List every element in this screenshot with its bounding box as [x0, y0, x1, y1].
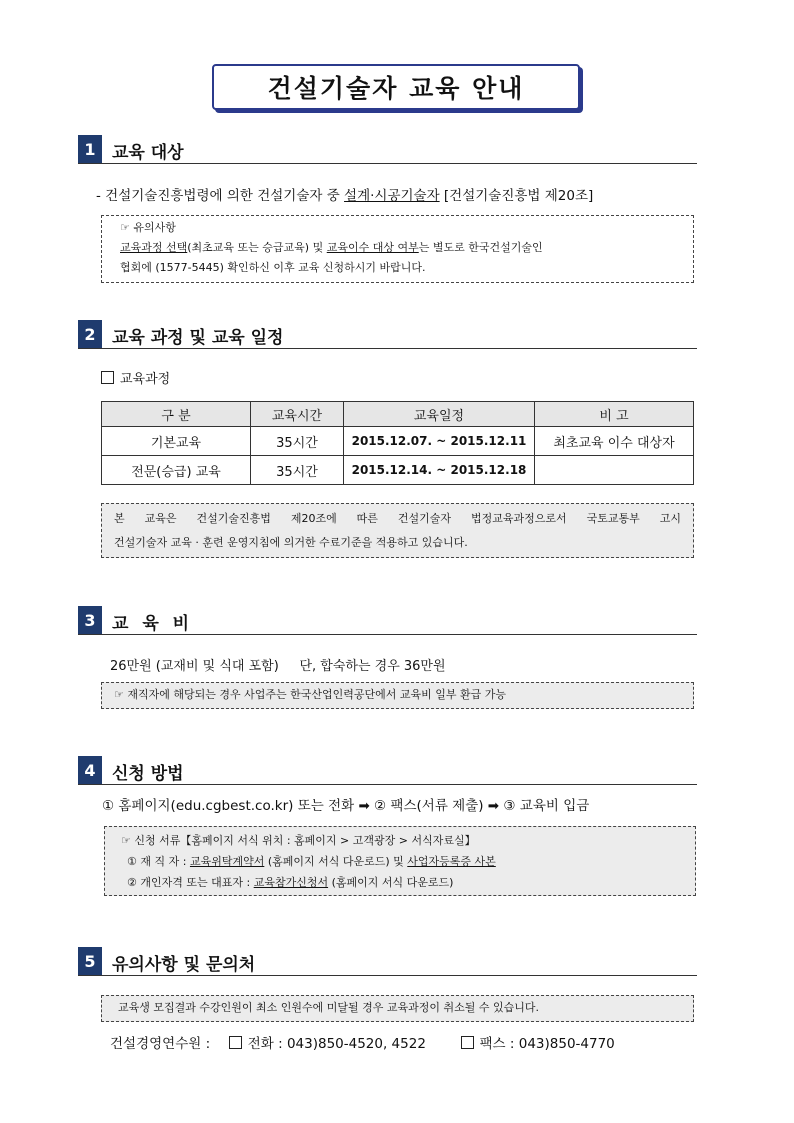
- item1-doc1: 교육위탁계약서: [189, 855, 265, 868]
- apply-note-box: [104, 826, 696, 896]
- contact-phone: 전화 : 043)850-4520, 4522: [247, 1036, 426, 1052]
- section-label: 교육 과정 및 교육 일정: [112, 328, 284, 348]
- target-underlined: 설계·시공기술자: [344, 188, 440, 204]
- notice-box-2: [101, 503, 694, 558]
- section-4-header: [78, 756, 697, 785]
- contact-org: 건설경영연수원 :: [110, 1036, 211, 1052]
- cancel-note-box: [101, 995, 694, 1022]
- target-law: [건설기술진흥법 제20조]: [439, 188, 594, 204]
- contact-line: [110, 1032, 615, 1052]
- checkbox-icon: [229, 1036, 242, 1049]
- item1-doc2: 사업자등록증 사본: [407, 855, 496, 868]
- section-number: 5: [78, 947, 102, 975]
- table-row: [102, 456, 694, 485]
- item1-mid: (홈페이지 서식 다운로드) 및: [264, 855, 408, 868]
- checkbox-icon: [461, 1036, 474, 1049]
- item2-doc: 교육참가신청서: [253, 876, 329, 889]
- course-table: [101, 401, 694, 485]
- section-number: 3: [78, 606, 102, 634]
- cell-hours: 35시간: [251, 456, 344, 485]
- cell-name: 기본교육: [102, 427, 251, 456]
- fee-note: ☞ 재직자에 해당되는 경우 사업주는 한국산업인력공단에서 교육비 일부 환급 가능: [114, 688, 506, 701]
- col-header: 구 분: [102, 402, 251, 427]
- notice-line-1: 본 교육은 건설기술진흥법 제20조에 따른 건설기술자 법정교육과정으로서 국토교통부 고시: [114, 512, 681, 525]
- notice-u2: 교육이수 대상 여부: [326, 241, 419, 254]
- document-title-box: [212, 64, 580, 110]
- target-text: - 건설기술진흥법령에 의한 건설기술자 중: [96, 188, 345, 204]
- notice-u1: 교육과정 선택: [120, 241, 188, 254]
- section-3-header: [78, 606, 697, 635]
- section-label: 교육 대상: [112, 143, 184, 163]
- cancel-note: 교육생 모집결과 수강인원이 최소 인원수에 미달될 경우 교육과정이 취소될 수 있습니다.: [118, 1001, 539, 1014]
- apply-item-1: [121, 851, 683, 872]
- section-label: 신청 방법: [112, 764, 184, 784]
- course-subtitle: [101, 368, 170, 387]
- notice-line-2: 건설기술자 교육 · 훈련 운영지침에 의거한 수료기준을 적용하고 있습니다.: [114, 536, 468, 549]
- notice-line-1: [120, 238, 681, 258]
- table-row: [102, 427, 694, 456]
- cell-note: [535, 456, 694, 485]
- section-number: 4: [78, 756, 102, 784]
- checkbox-icon: [101, 371, 114, 384]
- document-title: 건설기술자 교육 안내: [267, 74, 525, 103]
- apply-steps: ① 홈페이지(edu.cgbest.co.kr) 또는 전화 ➡ ② 팩스(서류 제출) ➡ ③ 교육비 입금: [102, 798, 590, 814]
- col-header: 교육시간: [251, 402, 344, 427]
- item1-pre: ① 재 직 자 :: [127, 855, 190, 868]
- section-5-header: [78, 947, 697, 976]
- notice-t2: 는 별도로 한국건설기술인: [418, 241, 543, 254]
- notice-box-1: [101, 215, 694, 283]
- section-2-header: [78, 320, 697, 349]
- cell-note: 최초교육 이수 대상자: [535, 427, 694, 456]
- section-label: 유의사항 및 문의처: [112, 955, 256, 975]
- col-header: 비 고: [535, 402, 694, 427]
- col-header: 교육일정: [344, 402, 535, 427]
- section-number: 2: [78, 320, 102, 348]
- section-label: 교 육 비: [112, 614, 194, 634]
- cell-dates: 2015.12.14. ~ 2015.12.18: [344, 456, 535, 485]
- apply-item-2: [121, 872, 683, 893]
- contact-fax: 팩스 : 043)850-4770: [479, 1036, 615, 1052]
- target-line: [96, 184, 593, 204]
- cell-hours: 35시간: [251, 427, 344, 456]
- course-subtitle-text: 교육과정: [120, 372, 171, 387]
- fee-line: 26만원 (교재비 및 식대 포함) 단, 합숙하는 경우 36만원: [110, 659, 446, 674]
- fee-note-box: [101, 682, 694, 709]
- table-header-row: [102, 402, 694, 427]
- section-1-header: [78, 135, 697, 164]
- notice-line-2: 협회에 (1577-5445) 확인하신 이후 교육 신청하시기 바랍니다.: [120, 261, 426, 274]
- item2-pre: ② 개인자격 또는 대표자 :: [127, 876, 254, 889]
- apply-note-head: ☞ 신청 서류【홈페이지 서식 위치 : 홈페이지 > 고객광장 > 서식자료실】: [121, 834, 476, 847]
- notice-head: ☞ 유의사항: [120, 221, 176, 234]
- cell-name: 전문(승급) 교육: [102, 456, 251, 485]
- item2-post: (홈페이지 서식 다운로드): [328, 876, 454, 889]
- section-number: 1: [78, 135, 102, 163]
- notice-t1: (최초교육 또는 승급교육) 및: [187, 241, 327, 254]
- cell-dates: 2015.12.07. ~ 2015.12.11: [344, 427, 535, 456]
